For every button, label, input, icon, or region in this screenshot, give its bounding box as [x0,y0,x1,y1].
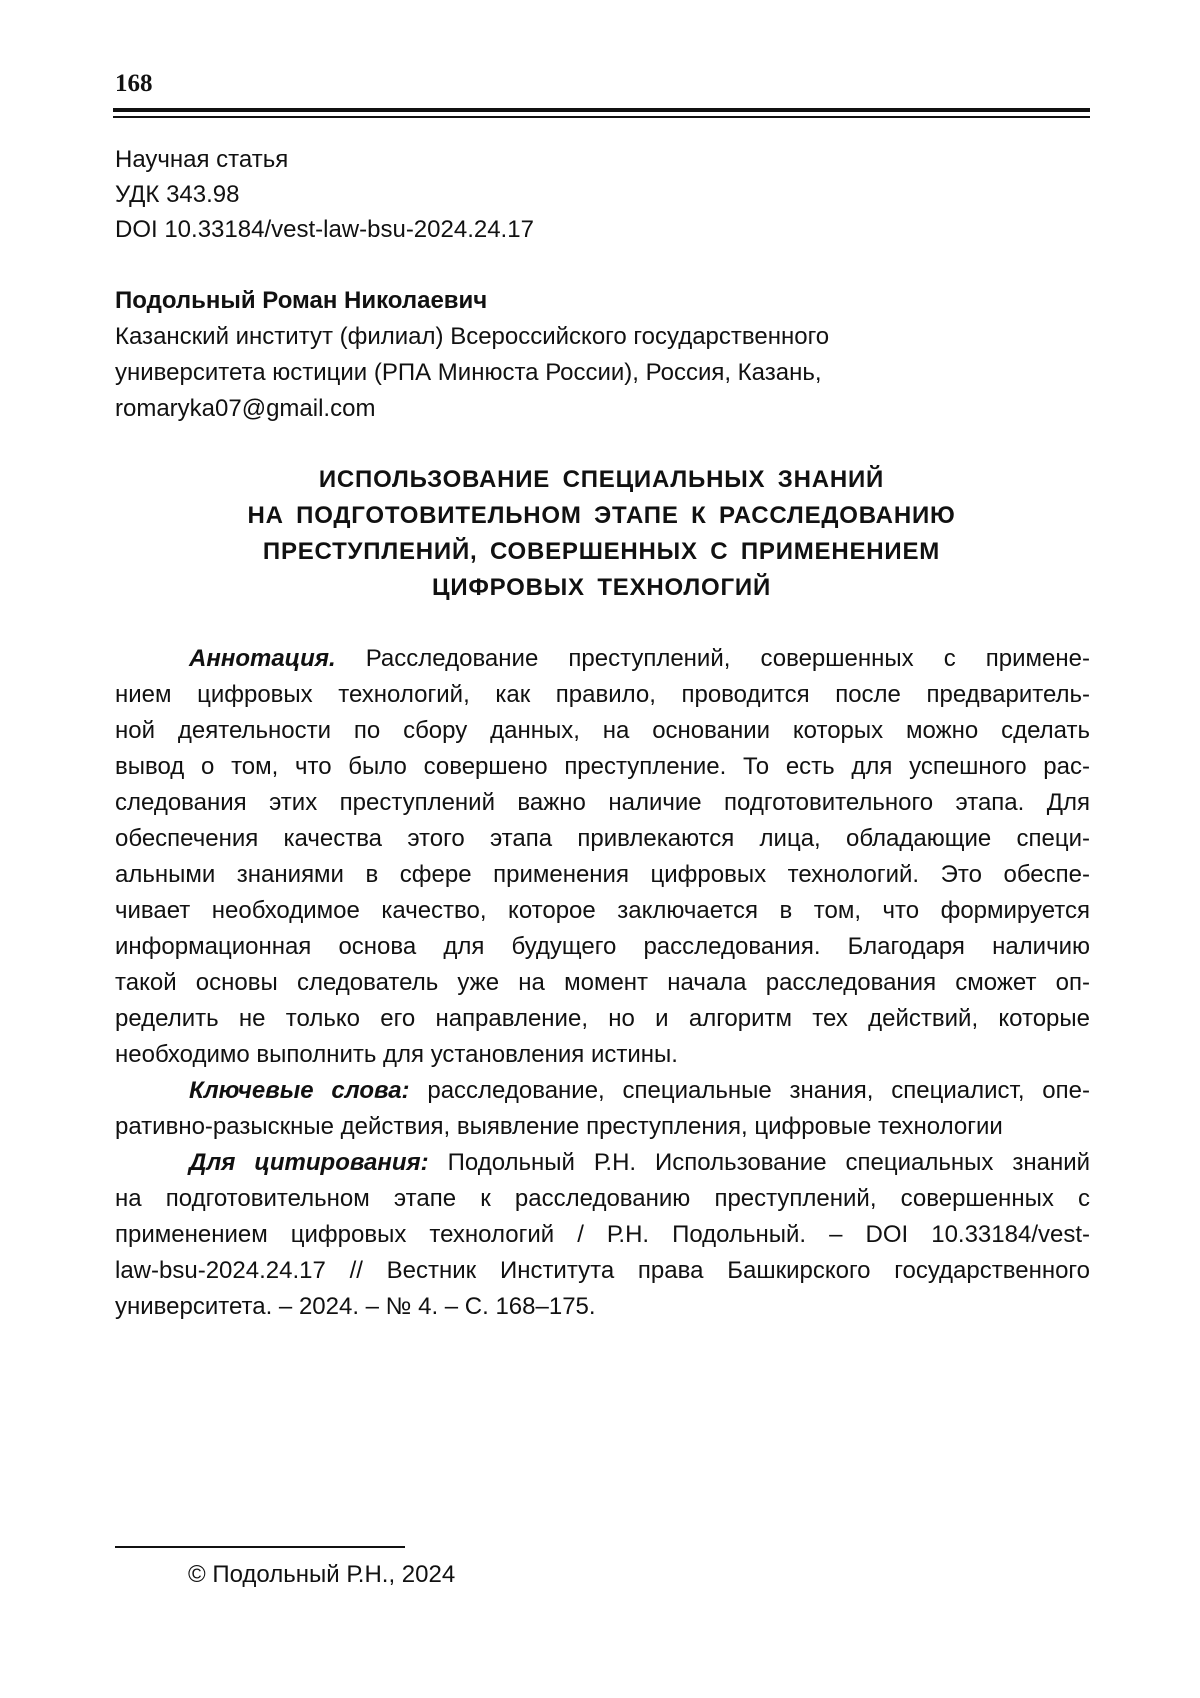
abstract-line: такой основы следователь уже на момент начала расследования сможет оп- [115,969,1090,996]
citation-line: law-bsu-2024.24.17 // Вестник Института права Башкирского государственного [115,1257,1090,1284]
citation-line: университета. – 2024. – № 4. – С. 168–175. [115,1293,596,1320]
title-line: ИСПОЛЬЗОВАНИЕ СПЕЦИАЛЬНЫХ ЗНАНИЙ [318,466,885,493]
article-meta [115,142,534,247]
abstract-line: нием цифровых технологий, как правило, проводится после предваритель- [115,681,1090,708]
citation-text: Подольный Р.Н. Использование специальных знаний [428,1149,1090,1176]
udk-code: УДК 343.98 [115,181,240,208]
abstract-line: следования этих преступлений важно наличие подготовительного этапа. Для [115,789,1090,816]
abstract-line: необходимо выполнить для установления истины. [115,1041,678,1068]
keywords-first-line [115,1073,1090,1109]
keywords-line: ративно-разыскные действия, выявление преступления, цифровые технологии [115,1113,1003,1140]
abstract-line: ределить не только его направление, но и алгоритм тех действий, которые [115,1005,1090,1032]
abstract-line: обеспечения качества этого этапа привлекаются лица, обладающие специ- [115,825,1090,852]
header-rule-thin [113,116,1090,118]
abstract-line: вывод о том, что было совершено преступление. То есть для успешного рас- [115,753,1090,780]
keywords-text: расследование, специальные знания, специалист, опе- [409,1077,1090,1104]
affiliation-line: университета юстиции (РПА Минюста России), Россия, Казань, [115,359,822,386]
citation-lead: Для цитирования: [189,1149,429,1176]
author-email: romaryka07@gmail.com [115,395,376,422]
article-title [113,462,1090,606]
doi: DOI 10.33184/vest-law-bsu-2024.24.17 [115,216,534,243]
citation-line: на подготовительном этапе к расследованию преступлений, совершенных с [115,1185,1090,1212]
title-line: НА ПОДГОТОВИТЕЛЬНОМ ЭТАПЕ К РАССЛЕДОВАНИЮ [247,502,956,529]
footnote-rule [115,1546,405,1548]
abstract-first-line [115,641,1090,677]
citation-line: применением цифровых технологий / Р.Н. Подольный. – DOI 10.33184/vest- [115,1221,1090,1248]
abstract-text: Расследование преступлений, совершенных с примене- [335,645,1090,672]
copyright-notice: © Подольный Р.Н., 2024 [188,1561,456,1588]
header-rule-thick [113,108,1090,112]
abstract-lead: Аннотация. [189,645,336,672]
abstract-line: альными знаниями в сфере применения цифровых технологий. Это обеспе- [115,861,1090,888]
article-type: Научная статья [115,146,289,173]
abstract-line: чивает необходимое качество, которое заключается в том, что формируется [115,897,1090,924]
title-line: ЦИФРОВЫХ ТЕХНОЛОГИЙ [431,574,772,601]
page-number: 168 [115,70,153,97]
abstract-section [115,641,1090,1325]
abstract-line: информационная основа для будущего расследования. Благодаря наличию [115,933,1090,960]
citation-first-line [115,1145,1090,1181]
keywords-lead: Ключевые слова: [189,1077,410,1104]
affiliation-line: Казанский институт (филиал) Всероссийского государственного [115,323,830,350]
author-block [115,283,829,427]
abstract-line: ной деятельности по сбору данных, на основании которых можно сделать [115,717,1090,744]
title-line: ПРЕСТУПЛЕНИЙ, СОВЕРШЕННЫХ С ПРИМЕНЕНИЕМ [262,538,941,565]
author-name: Подольный Роман Николаевич [115,287,488,314]
